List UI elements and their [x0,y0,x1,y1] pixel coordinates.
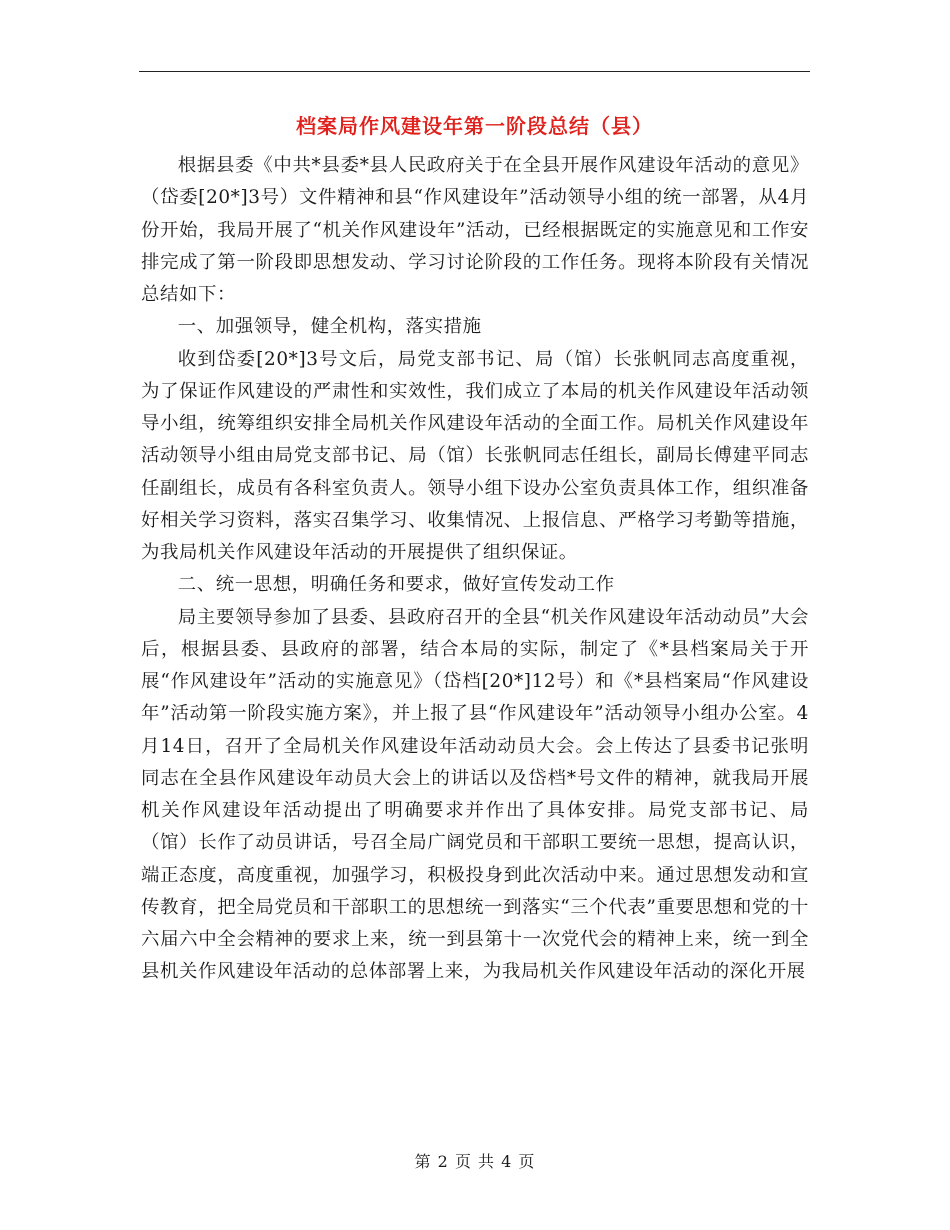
footer-total-pages: 4 [501,1152,513,1171]
section-heading-2: 二、统一思想，明确任务和要求，做好宣传发动工作 [177,574,615,596]
footer-suffix: 页 [518,1152,536,1171]
document-title: 档案局作风建设年第一阶段总结（县） [296,114,653,138]
page-footer [0,1150,950,1174]
section-heading-1: 一、加强领导，健全机构，落实措施 [177,316,482,338]
header-rule [139,71,810,72]
paragraph-intro: 根据县委《中共*县委*县人民政府关于在全县开展作风建设年活动的意见》（岱委[20*]3号）文件精神和县“作风建设年”活动领导小组的统一部署，从4月份开始，我局开展了“机关作风建设年”活动，已经根据既定的实施意见和工作安排完成了第一阶段即思想发动、学习讨论阶段的工作任务。现将本阶段有关情况总结如下： [141,155,809,305]
paragraph-section-2: 局主要领导参加了县委、县政府召开的全县“机关作风建设年活动动员”大会后，根据县委、县政府的部署，结合本局的实际，制定了《*县档案局关于开展“作风建设年”活动的实施意见》（岱档[20*]12号）和《*县档案局“作风建设年”活动第一阶段实施方案》，并上报了县“作风建设年”活动领导小组办公室。4月14日，召开了全局机关作风建设年活动动员大会。会上传达了县委书记张明同志在全县作风建设年动员大会上的讲话以及岱档*号文件的精神，就我局开展机关作风建设年活动提出了明确要求并作出了具体安排。局党支部书记、局（馆）长作了动员讲话，号召全局广阔党员和干部职工要统一思想，提高认识，端正态度，高度重视，加强学习，积极投身到此次活动中来。通过思想发动和宣传教育，把全局党员和干部职工的思想统一到落实“三个代表”重要思想和党的十六届六中全会精神的要求上来，统一到县第十一次党代会的精神上来，统一到全县机关作风建设年活动的总体部署上来，为我局机关作风建设年活动的深化开展 [141,606,809,983]
footer-prefix: 第 [414,1152,432,1171]
paragraph-section-1: 收到岱委[20*]3号文后，局党支部书记、局（馆）长张帆同志高度重视，为了保证作风建设的严肃性和实效性，我们成立了本局的机关作风建设年活动领导小组，统筹组织安排全局机关作风建设年活动的全面工作。局机关作风建设年活动领导小组由局党支部书记、局（馆）长张帆同志任组长，副局长傅建平同志任副组长，成员有各科室负责人。领导小组下设办公室负责具体工作，组织准备好相关学习资料，落实召集学习、收集情况、上报信息、严格学习考勤等措施，为我局机关作风建设年活动的开展提供了组织保证。 [141,348,809,563]
footer-current-page: 2 [437,1152,449,1171]
document-body [141,150,809,989]
footer-mid: 页 共 [454,1152,496,1171]
